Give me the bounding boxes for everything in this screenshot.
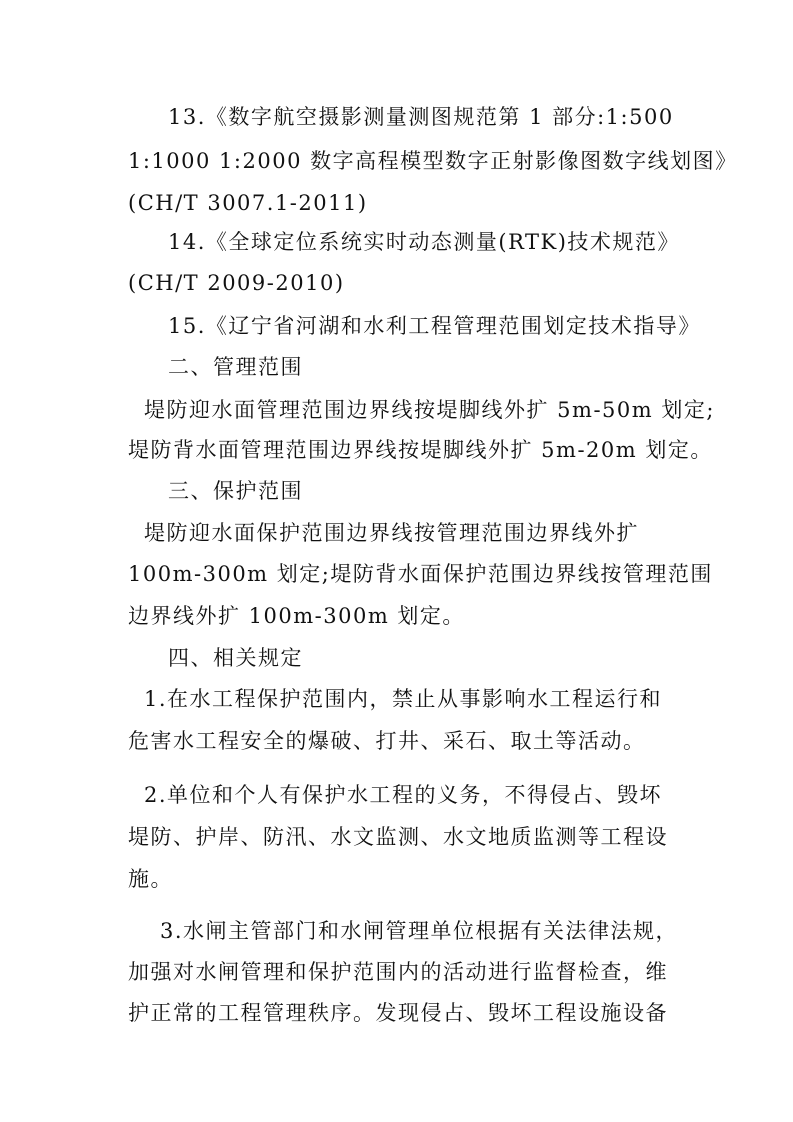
text-line-management-1: 堤防迎水面管理范围边界线按堤脚线外扩 5m-50m 划定;: [144, 398, 715, 422]
section-heading-management-scope: 二、管理范围: [168, 355, 303, 379]
text-line-rule-2a: 2.单位和个人有保护水工程的义务，不得侵占、毁坏: [144, 783, 663, 807]
text-line-rule-1b: 危害水工程安全的爆破、打井、采石、取土等活动。: [128, 729, 646, 753]
section-heading-protection-scope: 三、保护范围: [168, 479, 303, 503]
text-line-rule-2b: 堤防、护岸、防汛、水文监测、水文地质监测等工程设: [128, 825, 668, 849]
text-line-protection-2: 100m-300m 划定;堤防背水面保护范围边界线按管理范围: [128, 562, 713, 586]
text-line-rule-1a: 1.在水工程保护范围内，禁止从事影响水工程运行和: [144, 687, 663, 711]
text-line-ref-14a: 14.《全球定位系统实时动态测量(RTK)技术规范》: [168, 230, 680, 254]
text-line-protection-1: 堤防迎水面保护范围边界线按管理范围边界线外扩: [144, 521, 639, 545]
text-line-rule-2c: 施。: [128, 867, 173, 891]
text-line-ref-13a: 13.《数字航空摄影测量测图规范第 1 部分:1:500: [168, 105, 674, 129]
text-line-ref-15: 15.《辽宁省河湖和水利工程管理范围划定技术指导》: [168, 314, 701, 338]
text-line-ref-14b: (CH/T 2009-2010): [128, 271, 345, 295]
text-line-protection-3: 边界线外扩 100m-300m 划定。: [128, 604, 465, 628]
text-line-rule-3a: 3.水闸主管部门和水闸管理单位根据有关法律法规，: [160, 919, 679, 943]
text-line-rule-3c: 护正常的工程管理秩序。发现侵占、毁坏工程设施设备: [128, 1001, 668, 1025]
text-line-ref-13c: (CH/T 3007.1-2011): [128, 191, 368, 215]
text-line-rule-3b: 加强对水闸管理和保护范围内的活动进行监督检查，维: [128, 960, 668, 984]
section-heading-related-rules: 四、相关规定: [168, 646, 303, 670]
text-line-ref-13b: 1:1000 1:2000 数字高程模型数字正射影像图数字线划图》: [128, 149, 738, 173]
text-line-management-2: 堤防背水面管理范围边界线按堤脚线外扩 5m-20m 划定。: [128, 438, 713, 462]
